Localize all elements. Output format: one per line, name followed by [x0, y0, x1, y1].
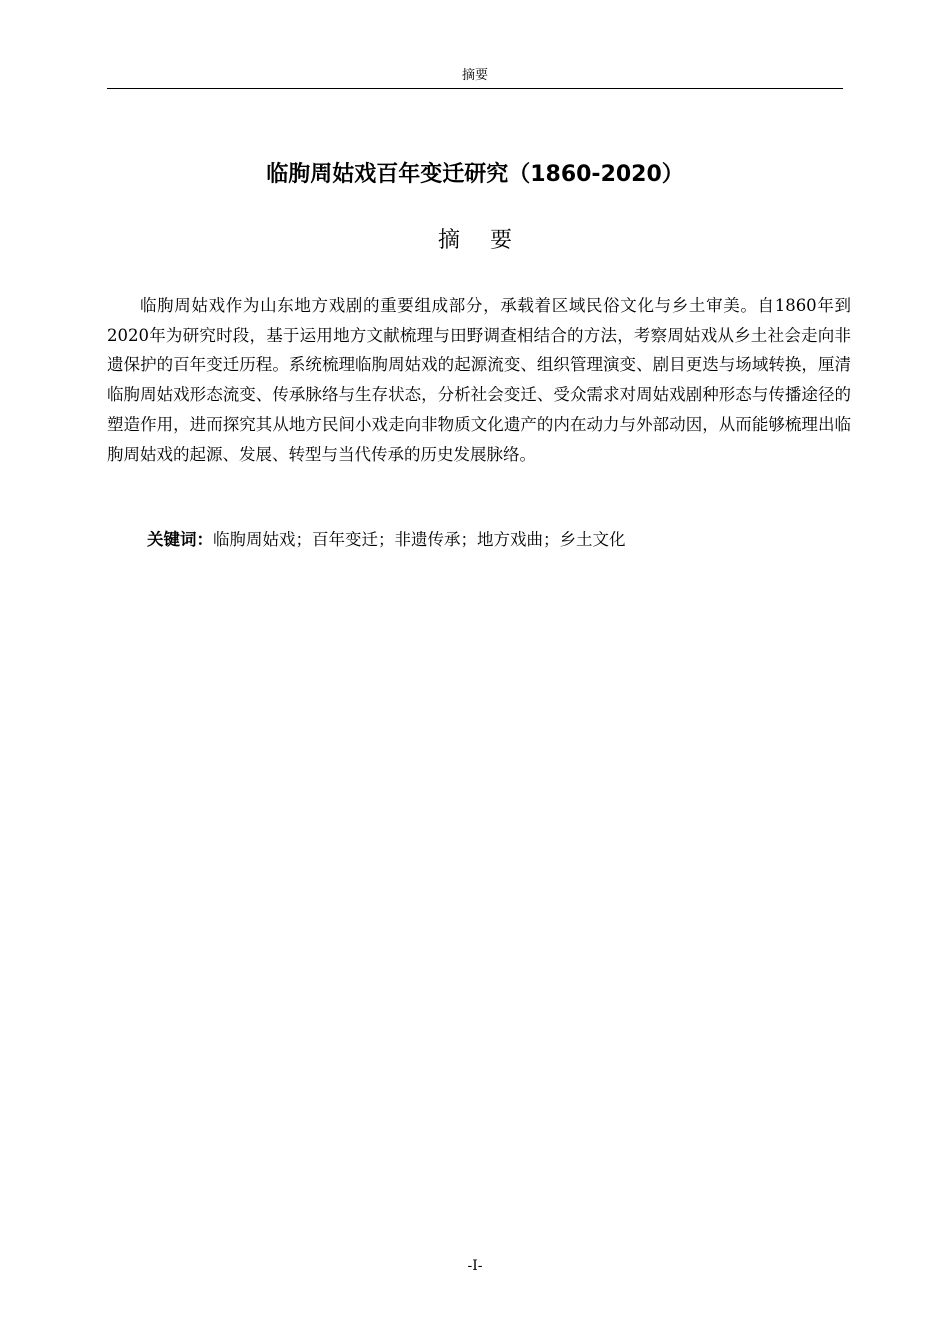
running-header: 摘要: [461, 68, 488, 83]
keywords-text: 临朐周姑戏；百年变迁；非遗传承；地方戏曲；乡土文化: [213, 530, 626, 549]
abstract-heading: [0, 226, 950, 256]
header-rule: [107, 88, 843, 89]
keywords-label: 关键词：: [147, 530, 213, 549]
keywords-line: [147, 527, 847, 553]
abstract-body: 临朐周姑戏作为山东地方戏剧的重要组成部分，承载着区域民俗文化与乡土审美。自1860年到2020年为研究时段，基于运用地方文献梳理与田野调查相结合的方法，考察周姑戏从乡土社会走向非遗保护的百年变迁历程。系统梳理临朐周姑戏的起源流变、组织管理演变、剧目更迭与场域转换，厘清临朐周姑戏形态流变、传承脉络与生存状态，分析社会变迁、受众需求对周姑戏剧种形态与传播途径的塑造作用，进而探究其从地方民间小戏走向非物质文化遗产的内在动力与外部动因，从而能够梳理出临朐周姑戏的起源、发展、转型与当代传承的历史发展脉络。: [107, 296, 851, 464]
thesis-title: 临朐周姑戏百年变迁研究（1860-2020）: [266, 162, 684, 187]
page-number: -I-: [467, 1258, 483, 1274]
abstract-heading-char-1: 摘: [437, 228, 460, 253]
abstract-heading-char-2: 要: [490, 228, 513, 253]
